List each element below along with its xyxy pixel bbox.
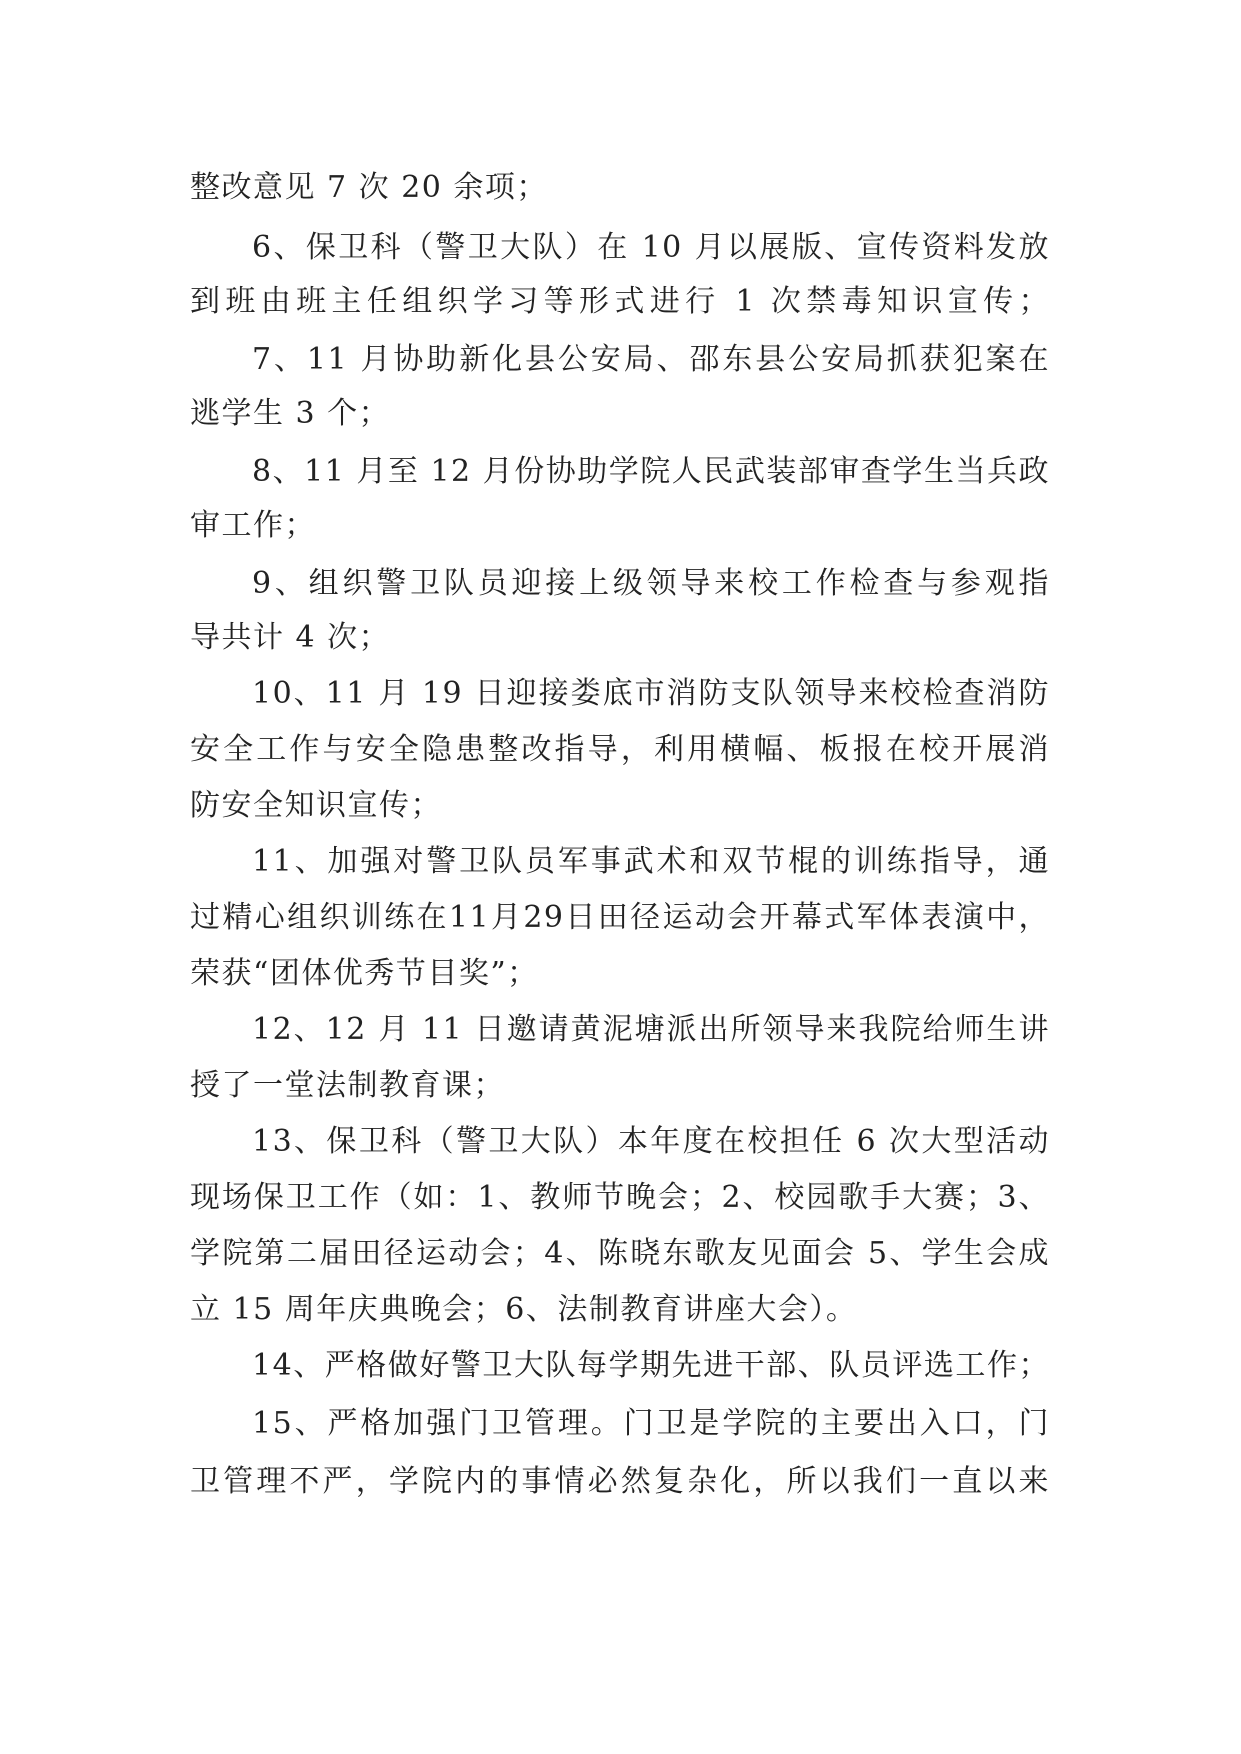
text-line-22: 14、严格做好警卫大队每学期先进干部、队员评选工作； bbox=[252, 1348, 1050, 1383]
text-line-17: 授了一堂法制教育课； bbox=[190, 1068, 505, 1103]
text-line-1: 整改意见 7 次 20 余项； bbox=[190, 170, 548, 205]
text-line-20: 学院第二届田径运动会；4、陈晓东歌友见面会 5、学生会成 bbox=[190, 1236, 1050, 1271]
text-line-14: 过精心组织训练在11月29日田径运动会开幕式军体表演中， bbox=[190, 900, 1050, 935]
text-line-5: 逃学生 3 个； bbox=[190, 396, 391, 431]
text-line-11: 安全工作与安全隐患整改指导，利用横幅、板报在校开展消 bbox=[190, 732, 1050, 767]
text-line-15: 荣获“团体优秀节目奖”； bbox=[190, 956, 539, 991]
text-line-9: 导共计 4 次； bbox=[190, 620, 391, 655]
text-line-19: 现场保卫工作（如：1、教师节晚会；2、校园歌手大赛；3、 bbox=[190, 1180, 1050, 1215]
text-line-2: 6、保卫科（警卫大队）在 10 月以展版、宣传资料发放 bbox=[252, 230, 1050, 265]
text-line-24: 卫管理不严，学院内的事情必然复杂化，所以我们一直以来 bbox=[190, 1464, 1050, 1499]
text-line-12: 防安全知识宣传； bbox=[190, 788, 442, 823]
text-line-10: 10、11 月 19 日迎接娄底市消防支队领导来校检查消防 bbox=[252, 676, 1050, 711]
text-line-21: 立 15 周年庆典晚会；6、法制教育讲座大会）。 bbox=[190, 1292, 858, 1327]
text-line-18: 13、保卫科（警卫大队）本年度在校担任 6 次大型活动 bbox=[252, 1124, 1050, 1159]
text-line-8: 9、组织警卫队员迎接上级领导来校工作检查与参观指 bbox=[252, 566, 1050, 601]
text-line-3: 到班由班主任组织学习等形式进行 1 次禁毒知识宣传； bbox=[190, 284, 1050, 319]
text-line-23: 15、严格加强门卫管理。门卫是学院的主要出入口，门 bbox=[252, 1406, 1050, 1441]
text-line-4: 7、11 月协助新化县公安局、邵东县公安局抓获犯案在 bbox=[252, 342, 1050, 377]
text-line-16: 12、12 月 11 日邀请黄泥塘派出所领导来我院给师生讲 bbox=[252, 1012, 1050, 1047]
text-line-13: 11、加强对警卫队员军事武术和双节棍的训练指导，通 bbox=[252, 844, 1050, 879]
text-line-7: 审工作； bbox=[190, 508, 316, 543]
text-line-6: 8、11 月至 12 月份协助学院人民武装部审查学生当兵政 bbox=[252, 454, 1050, 489]
